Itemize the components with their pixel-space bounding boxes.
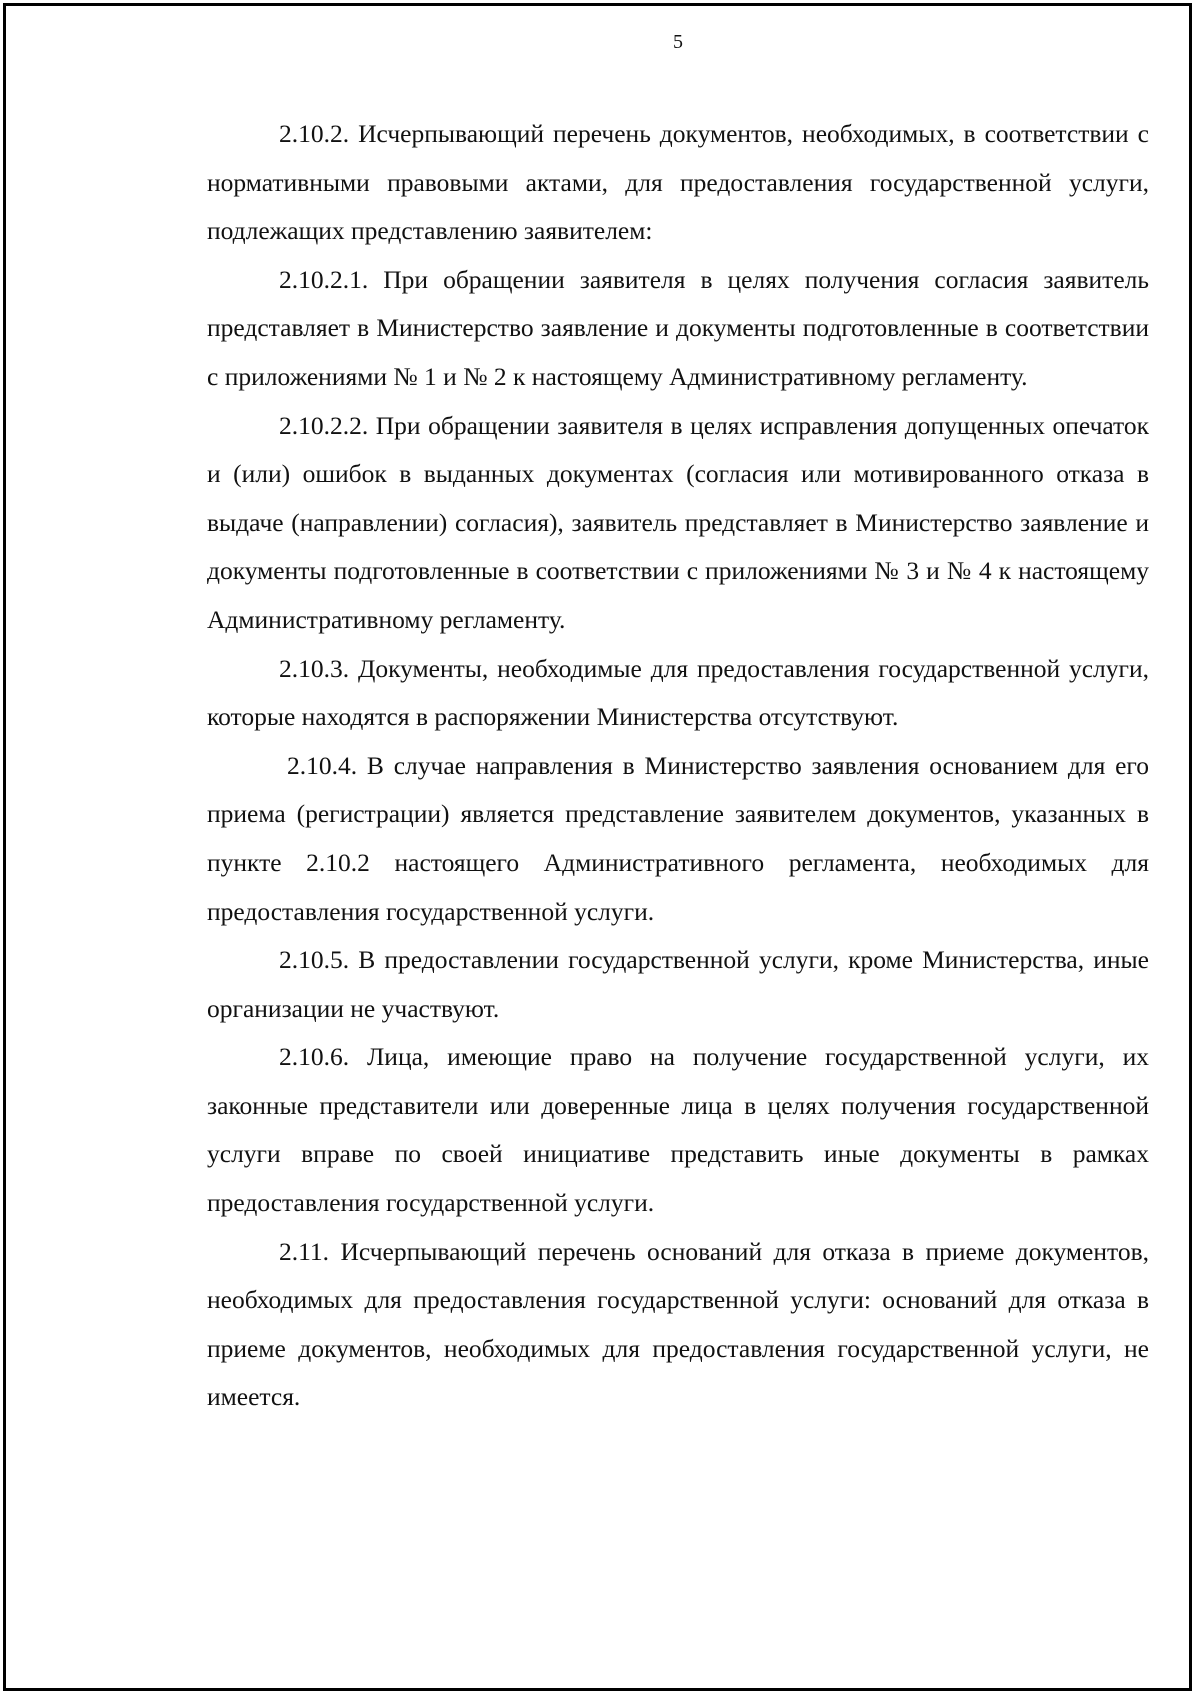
paragraph-2-10-6: 2.10.6. Лица, имеющие право на получение государственной услуги, их законные представители или доверенные лица в целях получения государственной услуги вправе по своей инициативе представить иные документы в рамках предоставления государственной услуги.: [207, 1042, 1149, 1218]
document-body: [207, 110, 1149, 1422]
paragraph-2-10-2: 2.10.2. Исчерпывающий перечень документов, необходимых, в соответствии с нормативными правовыми актами, для предоставления государственной услуги, подлежащих представлению заявителем:: [207, 119, 1149, 246]
page-number: 5: [673, 31, 683, 53]
paragraph-2-11: 2.11. Исчерпывающий перечень оснований для отказа в приеме документов, необходимых для предоставления государственной услуги: оснований для отказа в приеме документов, необходимых для предоставления государственной услуги, не имеется.: [207, 1236, 1149, 1412]
paragraph-2-10-4: 2.10.4. В случае направления в Министерство заявления основанием для его приема (регистрации) является представление заявителем документов, указанных в пункте 2.10.2 настоящего Административного регламента, необходимых для предоставления государственной услуги.: [207, 750, 1149, 926]
paragraph-2-10-3: 2.10.3. Документы, необходимые для предоставления государственной услуги, которые находятся в распоряжении Министерства отсутствуют.: [207, 653, 1149, 732]
paragraph-2-10-5: 2.10.5. В предоставлении государственной услуги, кроме Министерства, иные организации не участвуют.: [207, 945, 1149, 1023]
paragraph-2-10-2-2: 2.10.2.2. При обращении заявителя в целях исправления допущенных опечаток и (или) ошибок в выданных документах (согласия или мотивированного отказа в выдаче (направлении) согласия), заявитель представляет в Министерство заявление и документы подготовленные в соответствии с приложениями № 3 и № 4 к настоящему Административному регламенту.: [207, 410, 1149, 634]
paragraph-2-10-2-1: 2.10.2.1. При обращении заявителя в целях получения согласия заявитель представляет в Министерство заявление и документы подготовленные в соответствии с приложениями № 1 и № 2 к настоящему Административному регламенту.: [207, 264, 1149, 391]
